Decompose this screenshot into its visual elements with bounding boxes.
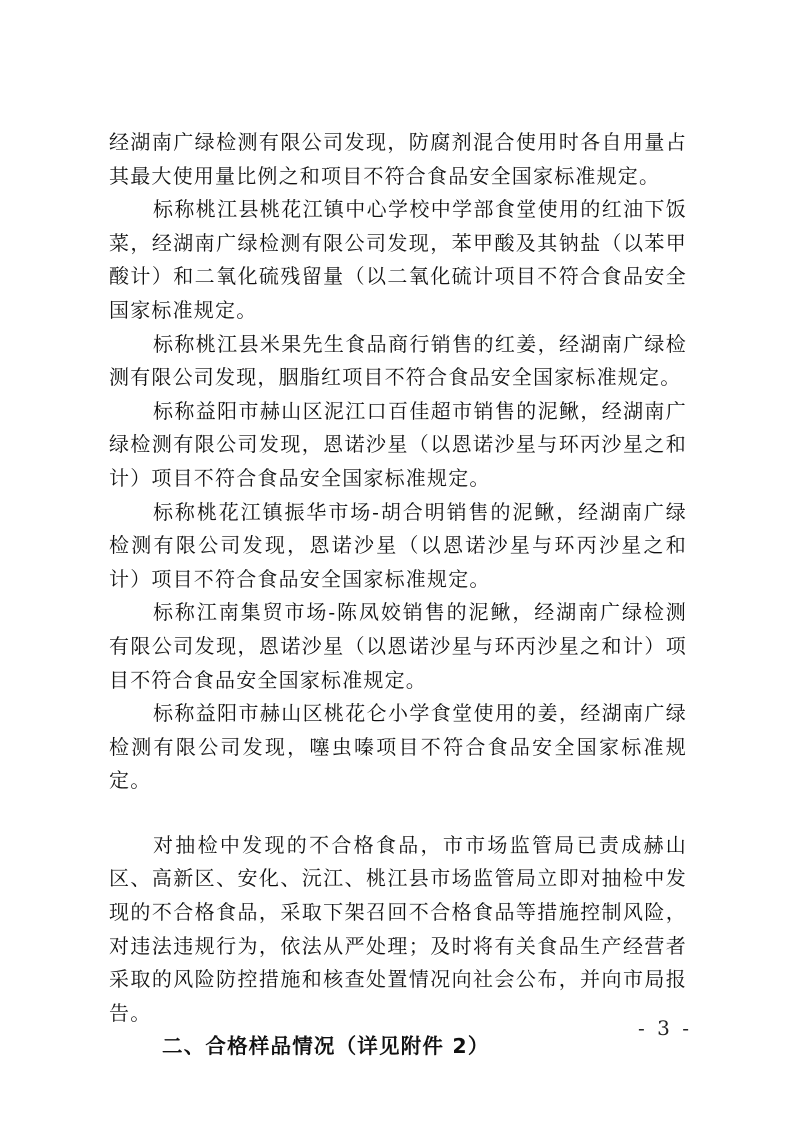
paragraph-ginger-school: 标称益阳市赫山区桃花仑小学食堂使用的姜，经湖南广绿检测有限公司发现，噻虫嗪项目不符合食品安全国家标准规定。 xyxy=(109,701,687,793)
paragraph-gap xyxy=(109,798,687,829)
paragraph-loach-baijia: 标称益阳市赫山区泥江口百佳超市销售的泥鳅，经湖南广绿检测有限公司发现，恩诺沙星（以恩诺沙星与环丙沙星之和计）项目不符合食品安全国家标准规定。 xyxy=(109,398,687,490)
paragraph-red-oil-vegetable: 标称桃江县桃花江镇中心学校中学部食堂使用的红油下饭菜，经湖南广绿检测有限公司发现，苯甲酸及其钠盐（以苯甲酸计）和二氧化硫残留量（以二氧化硫计项目不符合食品安全国家标准规定。 xyxy=(109,197,687,322)
paragraph-loach-zhenhua: 标称桃花江镇振华市场-胡合明销售的泥鳅，经湖南广绿检测有限公司发现，恩诺沙星（以恩诺沙星与环丙沙星之和计）项目不符合食品安全国家标准规定。 xyxy=(109,499,687,591)
page-number: - 3 - xyxy=(638,1016,692,1040)
document-body xyxy=(109,126,687,1064)
paragraph-measures: 对抽检中发现的不合格食品，市市场监管局已责成赫山区、高新区、安化、沅江、桃江县市场监管局立即对抽检中发现的不合格食品，采取下架召回不合格食品等措施控制风险，对违法违规行为，依法从严处理；及时将有关食品生产经营者采取的风险防控措施和核查处置情况向社会公布，并向市局报告。 xyxy=(109,832,687,1025)
paragraph-red-ginger: 标称桃江县米果先生食品商行销售的红姜，经湖南广绿检测有限公司发现，胭脂红项目不符合食品安全国家标准规定。 xyxy=(109,331,687,390)
paragraph-preservative: 经湖南广绿检测有限公司发现，防腐剂混合使用时各自用量占其最大使用量比例之和项目不符合食品安全国家标准规定。 xyxy=(109,130,687,188)
section-heading: 二、合格样品情况（详见附件 2） xyxy=(162,1034,490,1059)
paragraph-loach-jiangnan: 标称江南集贸市场-陈凤姣销售的泥鳅，经湖南广绿检测有限公司发现，恩诺沙星（以恩诺沙星与环丙沙星之和计）项目不符合食品安全国家标准规定。 xyxy=(109,600,687,692)
